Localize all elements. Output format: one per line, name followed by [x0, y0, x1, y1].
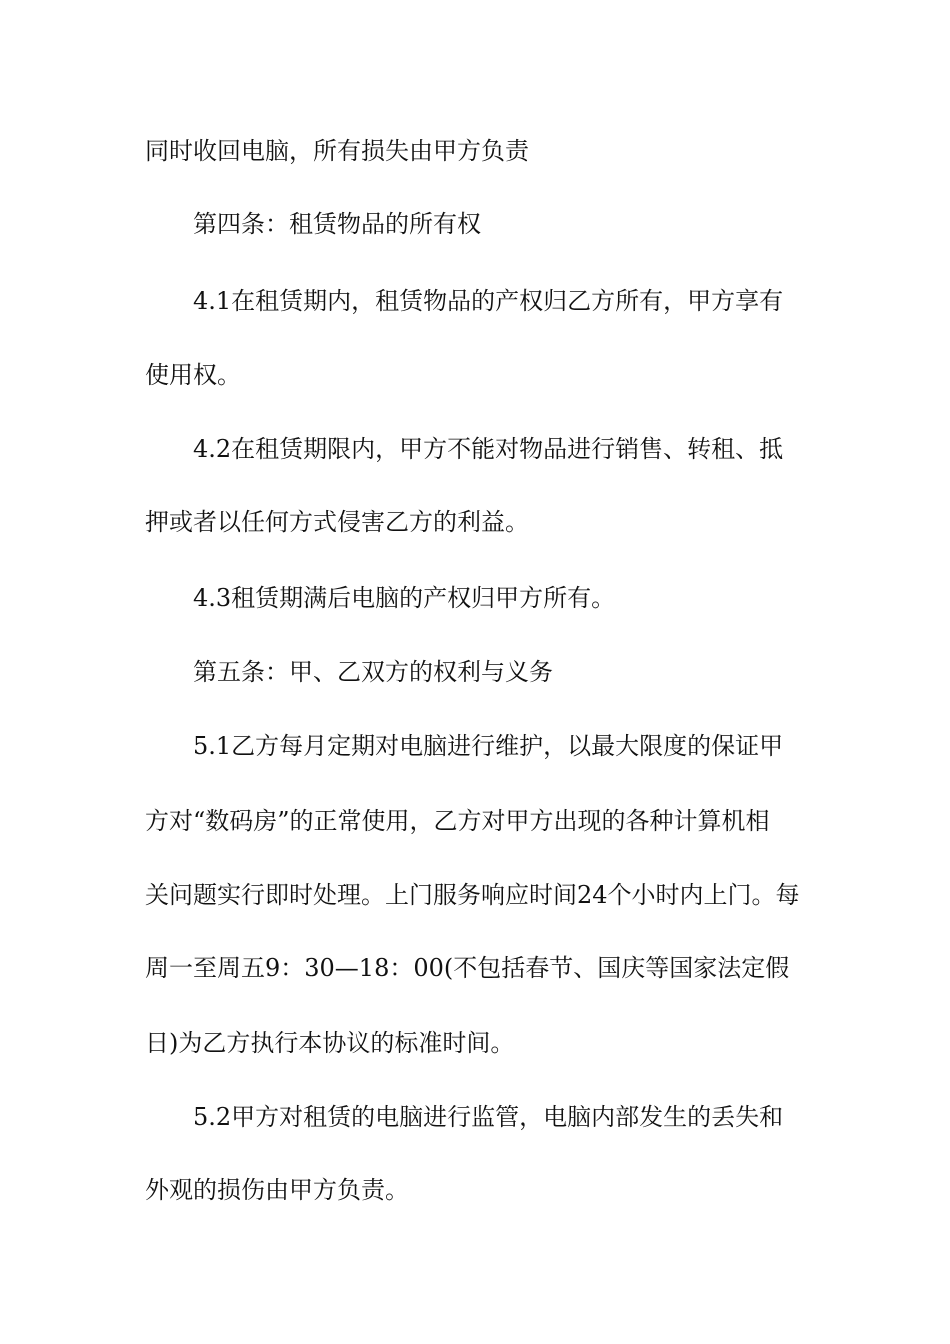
paragraph-line: 方对“数码房”的正常使用，乙方对甲方出现的各种计算机相 [145, 807, 770, 835]
paragraph-line: 4.2在租赁期限内，甲方不能对物品进行销售、转租、抵 [193, 435, 784, 463]
paragraph-line: 同时收回电脑，所有损失由甲方负责 [145, 137, 529, 165]
paragraph-line: 4.3租赁期满后电脑的产权归甲方所有。 [193, 584, 616, 612]
paragraph-line: 5.1乙方每月定期对电脑进行维护，以最大限度的保证甲 [193, 732, 784, 760]
paragraph-line: 5.2甲方对租赁的电脑进行监管，电脑内部发生的丢失和 [193, 1103, 784, 1131]
section-heading-article-5: 第五条：甲、乙双方的权利与义务 [193, 658, 553, 686]
paragraph-line: 外观的损伤由甲方负责。 [145, 1176, 409, 1204]
paragraph-line: 押或者以任何方式侵害乙方的利益。 [145, 508, 529, 536]
paragraph-line: 使用权。 [145, 361, 241, 389]
paragraph-line: 周一至周五9：30—18：00(不包括春节、国庆等国家法定假 [145, 954, 790, 982]
section-heading-article-4: 第四条：租赁物品的所有权 [193, 210, 481, 238]
paragraph-line: 4.1在租赁期内，租赁物品的产权归乙方所有，甲方享有 [193, 287, 784, 315]
paragraph-line: 关问题实行即时处理。上门服务响应时间24个小时内上门。每 [145, 881, 800, 909]
paragraph-line: 日)为乙方执行本协议的标准时间。 [145, 1029, 515, 1057]
